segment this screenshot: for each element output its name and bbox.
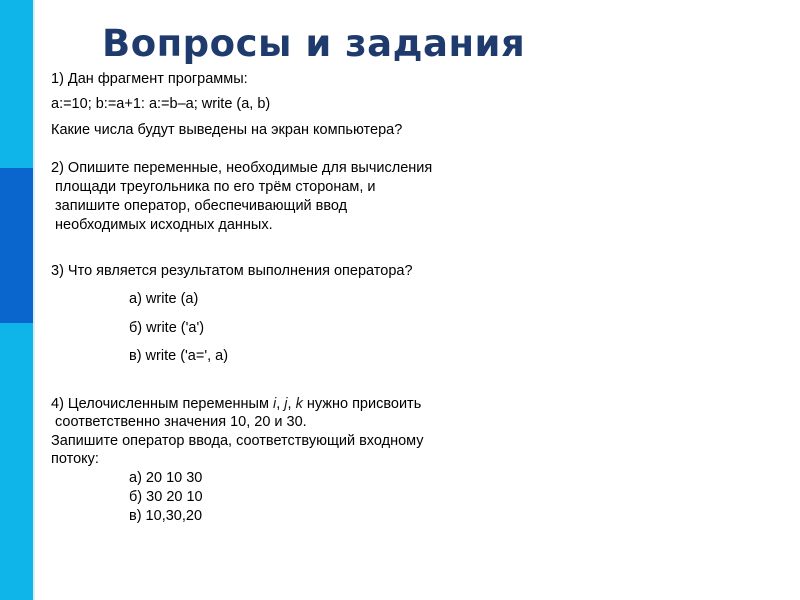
q4-line-3: Запишите оператор ввода, соответствующий входному (51, 433, 424, 449)
q2-line-4: необходимых исходных данных. (55, 217, 273, 233)
q3-heading: 3) Что является результатом выполнения оператора? (51, 263, 413, 279)
q4-line-1 (51, 396, 421, 413)
slide-title: Вопросы и задания (102, 22, 526, 65)
q4-line-1-suffix: нужно присвоить (302, 396, 422, 412)
q4-sep-2: , (287, 396, 296, 412)
stripe-edge-line (33, 0, 35, 600)
left-accent-block (0, 168, 33, 323)
q4-var-i: i (272, 396, 277, 412)
q4-option-b: б) 30 20 10 (129, 489, 203, 505)
q4-sep-1: , (276, 396, 285, 412)
q3-option-a: а) write (a) (129, 291, 199, 307)
q3-option-c: в) write ('a=', a) (129, 348, 229, 364)
q1-code: a:=10; b:=a+1: a:=b–a; write (a, b) (51, 96, 271, 112)
q2-line-2: площади треугольника по его трём сторонам, и (55, 179, 376, 195)
q4-line-2: соответственно значения 10, 20 и 30. (55, 414, 307, 430)
q4-line-4: потоку: (51, 451, 99, 467)
q3-option-b: б) write ('a') (129, 320, 205, 336)
q2-line-3: запишите оператор, обеспечивающий ввод (55, 198, 348, 214)
q4-var-j: j (284, 396, 288, 412)
q4-var-k: k (295, 396, 303, 412)
q1-heading: 1) Дан фрагмент программы: (51, 71, 248, 87)
q1-question: Какие числа будут выведены на экран компьютера? (51, 122, 403, 138)
q4-option-c: в) 10,30,20 (129, 508, 203, 524)
q4-option-a: а) 20 10 30 (129, 470, 203, 486)
q2-line-1: 2) Опишите переменные, необходимые для вычисления (51, 160, 433, 176)
q4-line-1-prefix: 4) Целочисленным переменным (51, 396, 273, 412)
